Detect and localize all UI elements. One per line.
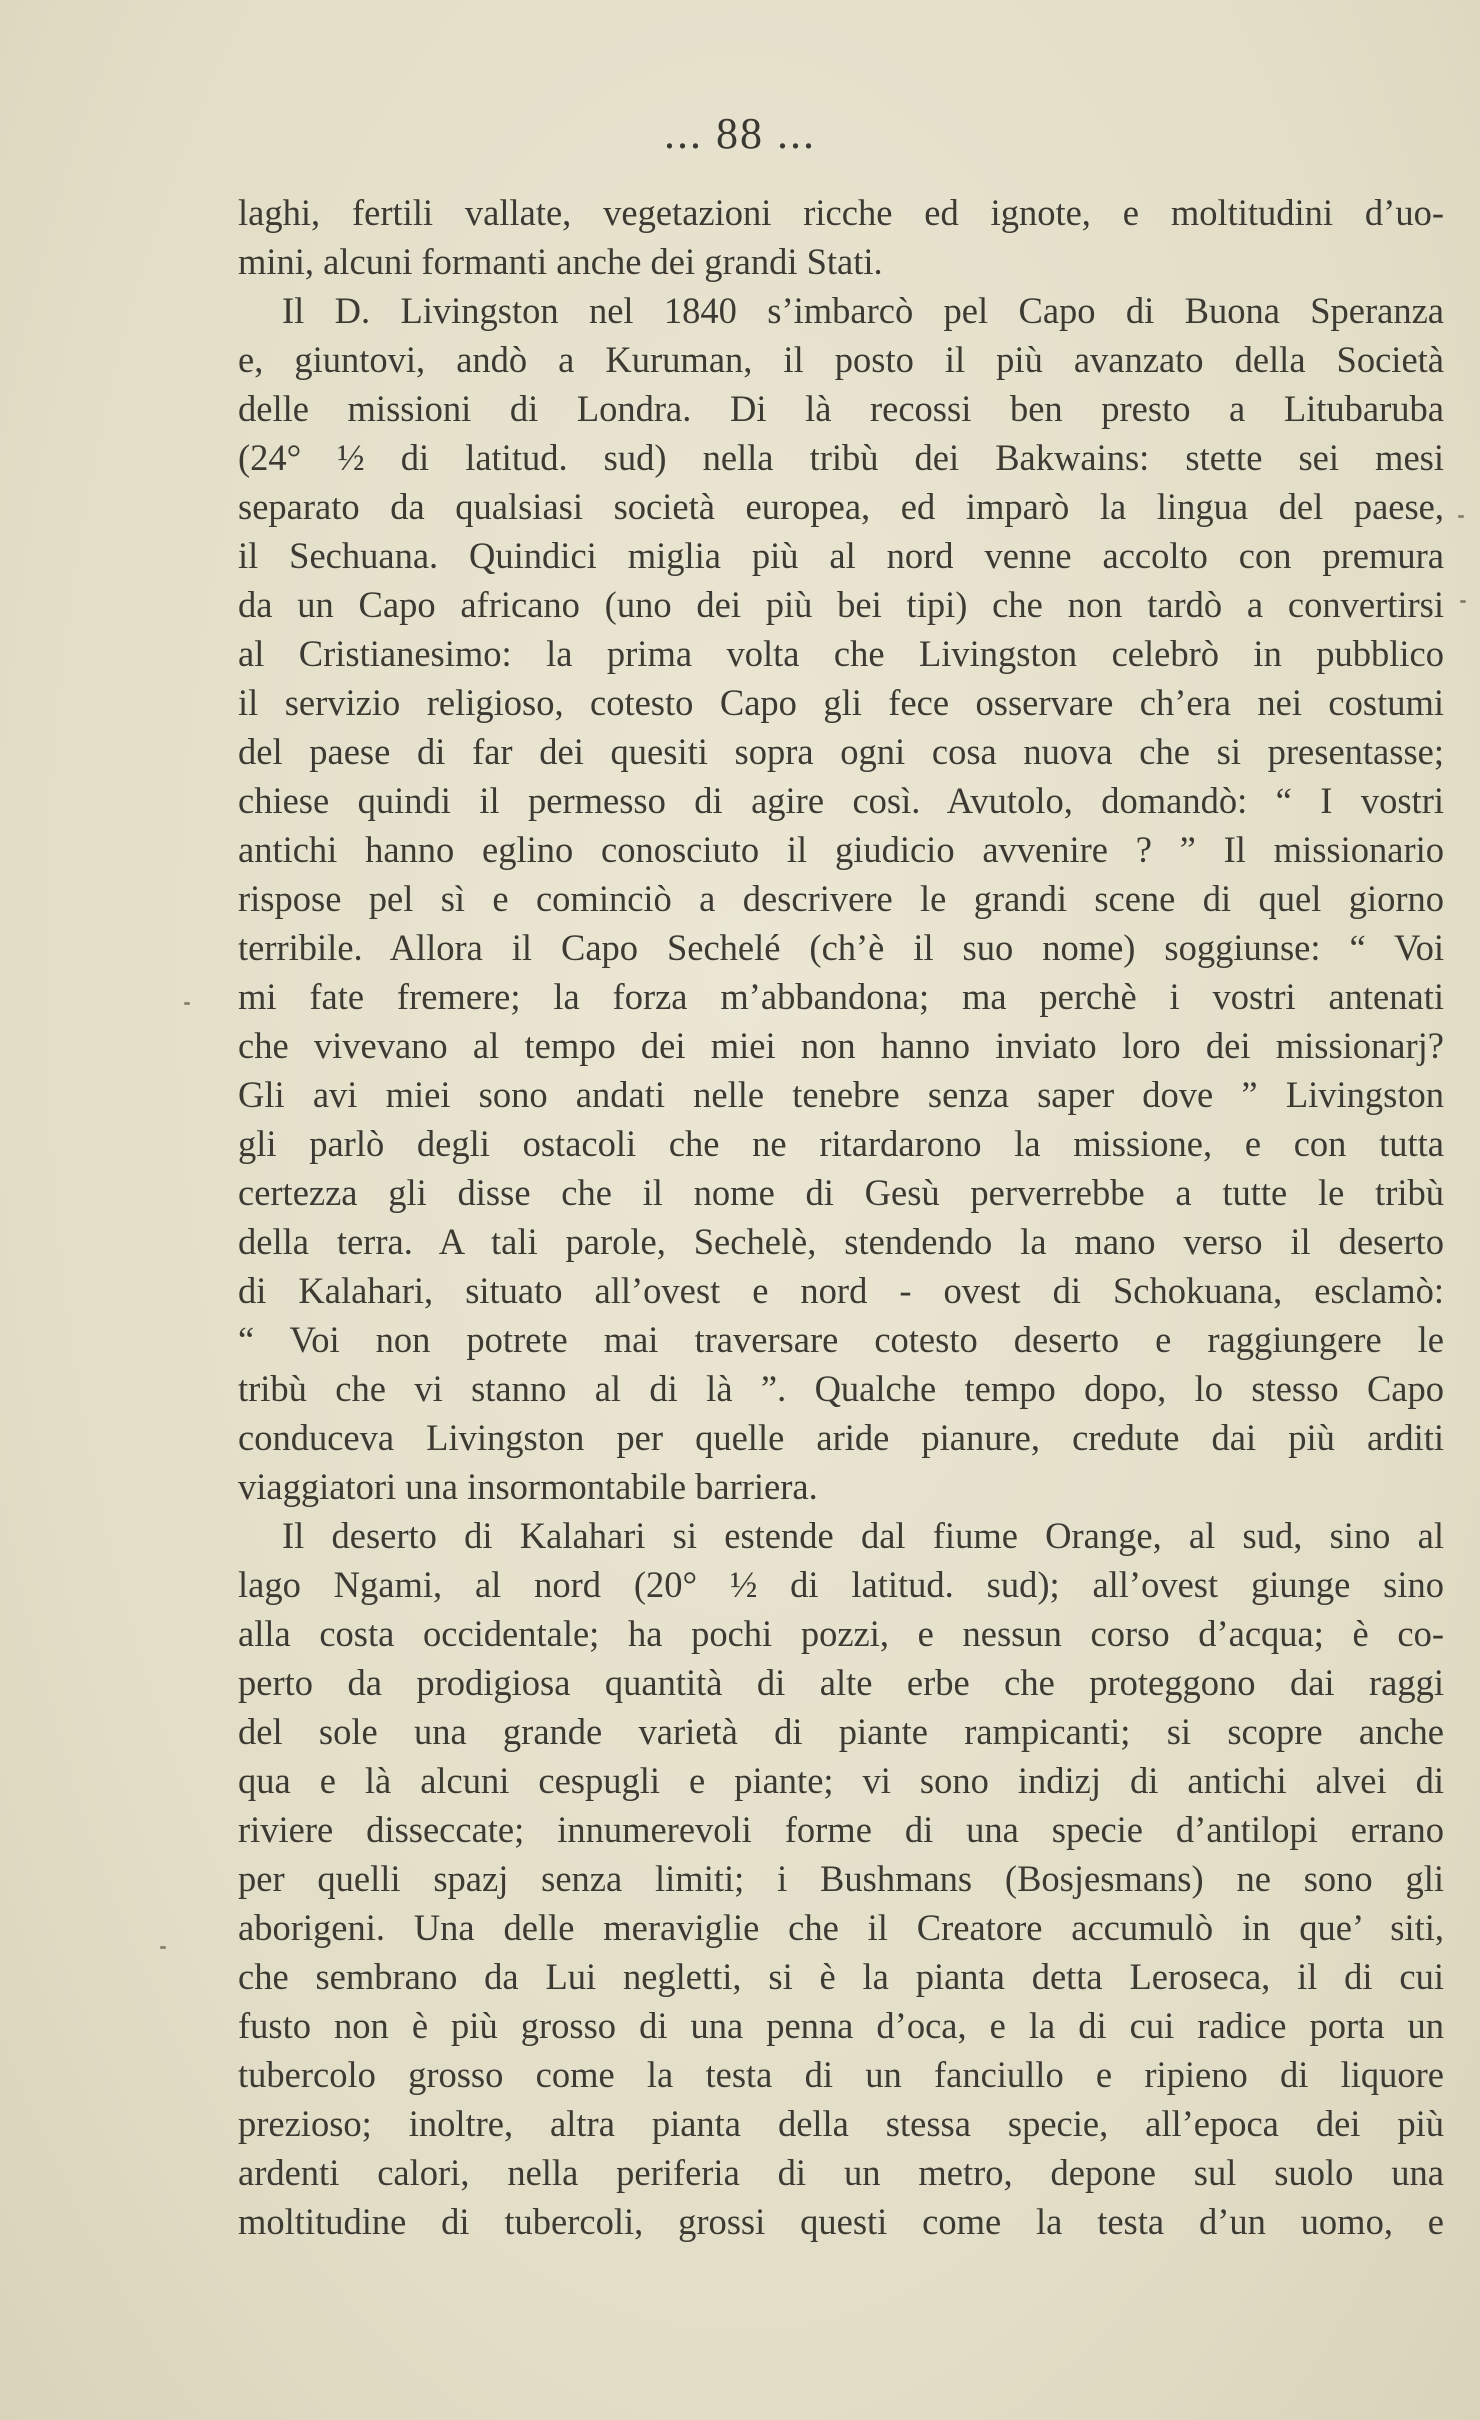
margin-mark xyxy=(160,1946,166,1949)
text-line: certezza gli disse che il nome di Gesù perverrebbe a tutte le tribù xyxy=(238,1172,1444,1213)
text-line: e, giuntovi, andò a Kuruman, il posto il più avanzato della Società xyxy=(238,339,1444,380)
text-line: rispose pel sì e cominciò a descrivere le grandi scene di quel giorno xyxy=(238,878,1444,919)
text-line: di Kalahari, situato all’ovest e nord - ovest di Schokuana, esclamò: xyxy=(238,1270,1444,1311)
text-line: della terra. A tali parole, Sechelè, stendendo la mano verso il deserto xyxy=(238,1221,1444,1262)
text-line: per quelli spazj senza limiti; i Bushmans (Bosjesmans) ne sono gli xyxy=(238,1858,1444,1899)
text-line: terribile. Allora il Capo Sechelé (ch’è il suo nome) soggiunse: “ Voi xyxy=(238,927,1444,968)
text-line: prezioso; inoltre, altra pianta della stessa specie, all’epoca dei più xyxy=(238,2103,1444,2144)
margin-mark xyxy=(184,1002,190,1005)
text-line: alla costa occidentale; ha pochi pozzi, e nessun corso d’acqua; è co- xyxy=(238,1613,1444,1654)
text-line: il servizio religioso, cotesto Capo gli fece osservare ch’era nei costumi xyxy=(238,682,1444,723)
text-line: che vivevano al tempo dei miei non hanno inviato loro dei missionarj? xyxy=(238,1025,1444,1066)
text-line: mini, alcuni formanti anche dei grandi Stati. xyxy=(238,241,883,282)
text-line: laghi, fertili vallate, vegetazioni ricche ed ignote, e moltitudini d’uo- xyxy=(238,192,1444,233)
text-line: Il deserto di Kalahari si estende dal fiume Orange, al sud, sino al xyxy=(282,1515,1444,1556)
text-line: mi fate fremere; la forza m’abbandona; ma perchè i vostri antenati xyxy=(238,976,1444,1017)
text-line: fusto non è più grosso di una penna d’oca, e la di cui radice porta un xyxy=(238,2005,1444,2046)
text-line: ardenti calori, nella periferia di un metro, depone sul suolo una xyxy=(238,2152,1444,2193)
page-number: ... 88 ... xyxy=(664,109,816,158)
margin-mark xyxy=(1460,600,1466,603)
text-line: del sole una grande varietà di piante rampicanti; si scopre anche xyxy=(238,1711,1444,1752)
text-line: qua e là alcuni cespugli e piante; vi sono indizj di antichi alvei di xyxy=(238,1760,1444,1801)
text-line: del paese di far dei quesiti sopra ogni cosa nuova che si presentasse; xyxy=(238,731,1444,772)
text-line: aborigeni. Una delle meraviglie che il Creatore accumulò in que’ siti, xyxy=(238,1907,1444,1948)
text-line: (24° ½ di latitud. sud) nella tribù dei Bakwains: stette sei mesi xyxy=(238,437,1444,478)
text-line: chiese quindi il permesso di agire così. Avutolo, domandò: “ I vostri xyxy=(238,780,1444,821)
text-line: “ Voi non potrete mai traversare cotesto deserto e raggiungere le xyxy=(238,1319,1444,1360)
text-line: perto da prodigiosa quantità di alte erbe che proteggono dai raggi xyxy=(238,1662,1444,1703)
text-line: da un Capo africano (uno dei più bei tipi) che non tardò a convertirsi xyxy=(238,584,1444,625)
text-line: Gli avi miei sono andati nelle tenebre senza saper dove ” Livingston xyxy=(238,1074,1444,1115)
text-line: delle missioni di Londra. Di là recossi ben presto a Litubaruba xyxy=(238,388,1444,429)
text-line: che sembrano da Lui negletti, si è la pianta detta Leroseca, il di cui xyxy=(238,1956,1444,1997)
text-line: al Cristianesimo: la prima volta che Livingston celebrò in pubblico xyxy=(238,633,1444,674)
text-line: conduceva Livingston per quelle aride pianure, credute dai più arditi xyxy=(238,1417,1444,1458)
margin-mark xyxy=(1458,515,1464,518)
text-line: gli parlò degli ostacoli che ne ritardarono la missione, e con tutta xyxy=(238,1123,1444,1164)
text-line: riviere disseccate; innumerevoli forme di una specie d’antilopi errano xyxy=(238,1809,1444,1850)
text-line: tribù che vi stanno al di là ”. Qualche tempo dopo, lo stesso Capo xyxy=(238,1368,1444,1409)
text-line: lago Ngami, al nord (20° ½ di latitud. sud); all’ovest giunge sino xyxy=(238,1564,1444,1605)
text-line: il Sechuana. Quindici miglia più al nord venne accolto con premura xyxy=(238,535,1444,576)
text-line: Il D. Livingston nel 1840 s’imbarcò pel Capo di Buona Speranza xyxy=(282,290,1444,331)
text-line: separato da qualsiasi società europea, ed imparò la lingua del paese, xyxy=(238,486,1444,527)
text-line: viaggiatori una insormontabile barriera. xyxy=(238,1466,818,1507)
body-text xyxy=(238,188,1444,2246)
text-line: antichi hanno eglino conosciuto il giudicio avvenire ? ” Il missionario xyxy=(238,829,1444,870)
text-line: tubercolo grosso come la testa di un fanciullo e ripieno di liquore xyxy=(238,2054,1444,2095)
text-line: moltitudine di tubercoli, grossi questi come la testa d’un uomo, e xyxy=(238,2201,1444,2242)
